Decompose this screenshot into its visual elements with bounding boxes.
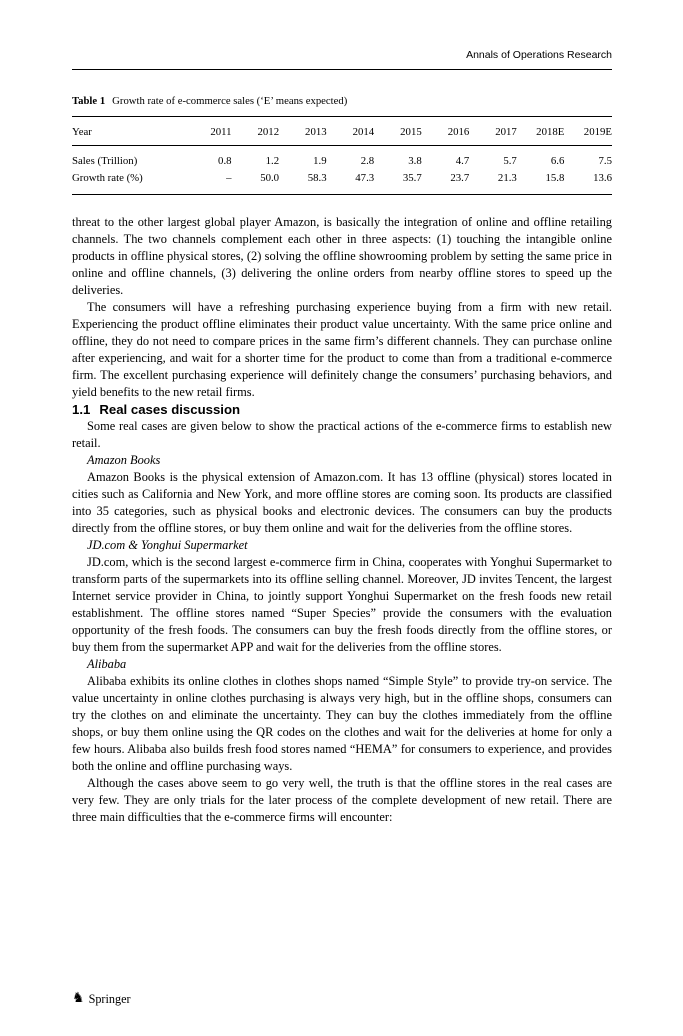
header-cell: 2012 (232, 117, 280, 146)
section-title: Real cases discussion (99, 402, 241, 417)
header-cell-year: Year (72, 117, 184, 146)
value-cell: 6.6 (550, 155, 565, 167)
paragraph-intro: Some real cases are given below to show the practical actions of the e-commerce firms to establish new retail. (72, 419, 612, 450)
publisher-name: Springer (88, 992, 131, 1006)
header-cell: 2013 (279, 117, 327, 146)
value-cell: 23.7 (450, 172, 470, 184)
section-number: 1.1 (72, 402, 91, 417)
case-title-jd-yonghui: JD.com & Yonghui Supermarket (87, 538, 248, 552)
table-caption (72, 95, 612, 107)
value-cell: 1.2 (265, 155, 280, 167)
row-label-cell: Sales (Trillion) (72, 155, 138, 167)
header-cell: 2016 (422, 117, 470, 146)
value-cell: 5.7 (503, 155, 517, 167)
table-caption-text: Growth rate of e-commerce sales (‘E’ means expected) (112, 95, 348, 107)
header-cell: 2019E (564, 117, 612, 146)
value-cell: 0.8 (218, 155, 232, 167)
value-cell: 58.3 (307, 172, 327, 184)
growth-rate-table (72, 116, 612, 195)
paragraph-threat: threat to the other largest global player Amazon, is basically the integration of online and offline retailing channels. The two channels complement each other in three aspects: (1) touching the intangible online products in offline physical stores, (2) solving the offline showrooming problem by setting the same price in online and offline channels, (3) delivering the online orders from nearby offline stores to speed up the deliveries. (72, 215, 612, 297)
header-cell: 2017 (469, 117, 517, 146)
case-text-jd-yonghui: JD.com, which is the second largest e-commerce firm in China, cooperates with Yonghui Supermarket to transform parts of the supermarkets into its offline selling channel. Moreover, JD invites Tencent, the largest Internet service provider in China, to jointly support Yonghui Supermarket on the fresh foods new retail establishment. The offline stores named “Super Species” provide the consumers with the evaluation opportunity of the fresh foods. The consumers can buy the fresh foods directly from the offline stores, or buy them from the supermarket APP and wait for the deliveries from the offline stores. (72, 555, 612, 654)
value-cell: 13.6 (593, 172, 612, 184)
page-footer (72, 992, 131, 1007)
value-cell: 3.8 (408, 155, 422, 167)
value-cell: 1.9 (313, 155, 327, 167)
header-cell: 2015 (374, 117, 422, 146)
value-cell: 47.3 (355, 172, 375, 184)
row-label-cell: Growth rate (%) (72, 172, 143, 184)
value-cell: 35.7 (402, 172, 422, 184)
value-cell: 4.7 (455, 155, 470, 167)
table-header-row (72, 117, 612, 146)
paragraph-closing: Although the cases above seem to go very well, the truth is that the offline stores in the real cases are very few. They are only trials for the later process of the complete development of new retail. There are three main difficulties that the e-commerce firms will encounter: (72, 776, 612, 824)
table-row-growth (72, 170, 612, 195)
section-heading (72, 401, 612, 418)
header-cell: 2018E (517, 117, 565, 146)
case-text-amazon-books: Amazon Books is the physical extension of Amazon.com. It has 13 offline (physical) stores located in cities such as California and New York, and more offline stores are coming soon. Its products are classified into 35 categories, such as physical books and electronic devices. The consumers can buy the products directly from the offline stores, or buy them online and wait for the deliveries from the offline stores. (72, 470, 612, 535)
running-head (72, 0, 612, 70)
value-cell: 7.5 (598, 155, 612, 167)
header-cell: 2014 (327, 117, 375, 146)
article-body (72, 214, 612, 826)
value-cell: 50.0 (260, 172, 280, 184)
case-title-alibaba: Alibaba (87, 657, 127, 671)
value-cell: 2.8 (360, 155, 375, 167)
header-cell: 2011 (184, 117, 232, 146)
value-cell: 15.8 (545, 172, 565, 184)
springer-horse-logo-icon: ♞ (72, 990, 85, 1006)
case-text-alibaba: Alibaba exhibits its online clothes in clothes shops named “Simple Style” to provide try-on service. The value uncertainty in online clothes purchasing is always very high, but in the offline shops, consumers can try the clothes on and eliminate the uncertainty. They can buy the clothes immediately from the offline shops, or buy them online using the QR codes on the clothes and wait for the deliveries at home for only a few hours. Alibaba also builds fresh food stores named “HEMA” for consumers to experience, and provides both the online and offline purchasing ways. (72, 674, 612, 773)
paragraph-consumers: The consumers will have a refreshing purchasing experience buying from a firm with new retail. Experiencing the product offline eliminates their product value uncertainty. With the same price online and offline, they do not need to compare prices in the same firm’s different channels. They can purchase online after experiencing, and wait for a shorter time for the product to come than from a traditional e-commerce firm. The excellent purchasing experience will definitely change the consumers’ purchasing behaviors, and yield benefits to the new retail firms. (72, 300, 612, 399)
table-row-sales (72, 146, 612, 171)
value-cell: – (226, 172, 232, 184)
case-title-amazon-books: Amazon Books (87, 453, 161, 467)
value-cell: 21.3 (497, 172, 517, 184)
journal-title: Annals of Operations Research (466, 49, 612, 61)
table-label: Table 1 (72, 95, 106, 107)
